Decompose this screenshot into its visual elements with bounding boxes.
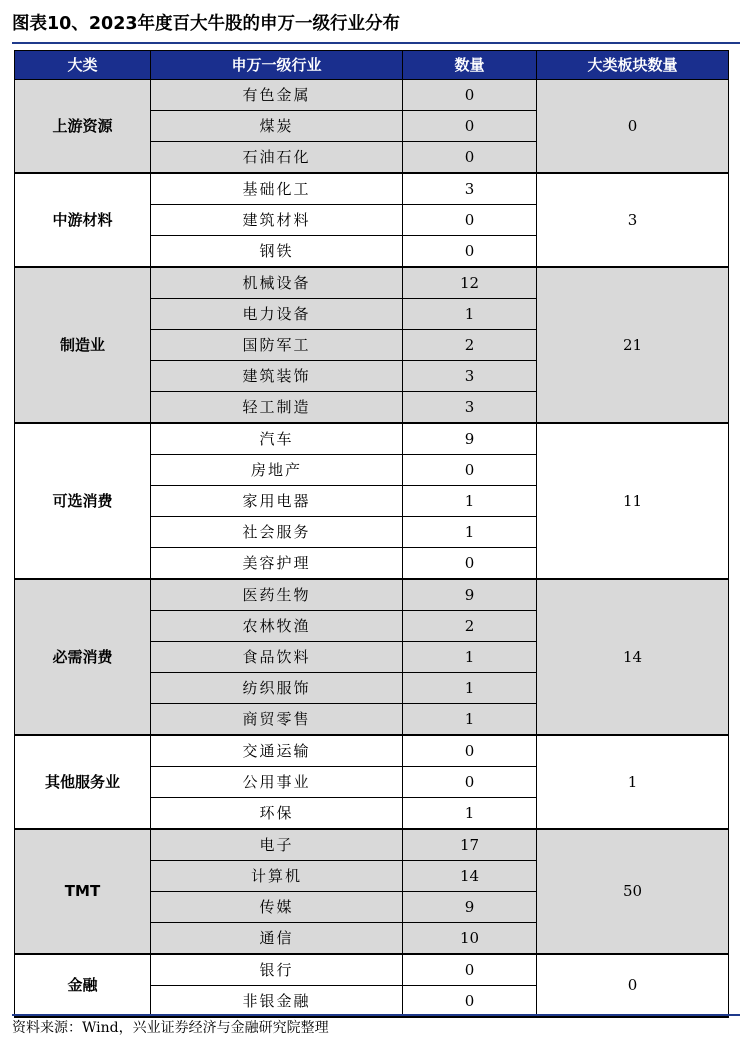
count-cell: 17 bbox=[403, 829, 537, 861]
industry-cell: 公用事业 bbox=[151, 767, 403, 798]
count-cell: 1 bbox=[403, 798, 537, 830]
sector-total-cell: 0 bbox=[537, 954, 729, 1017]
industry-cell: 食品饮料 bbox=[151, 642, 403, 673]
count-cell: 0 bbox=[403, 548, 537, 580]
count-cell: 3 bbox=[403, 361, 537, 392]
sector-total-cell: 0 bbox=[537, 80, 729, 174]
count-cell: 9 bbox=[403, 579, 537, 611]
industry-cell: 农林牧渔 bbox=[151, 611, 403, 642]
category-cell: 制造业 bbox=[15, 267, 151, 423]
industry-cell: 传媒 bbox=[151, 892, 403, 923]
industry-cell: 家用电器 bbox=[151, 486, 403, 517]
industry-cell: 银行 bbox=[151, 954, 403, 986]
table-row bbox=[15, 954, 729, 986]
count-cell: 0 bbox=[403, 986, 537, 1018]
industry-cell: 机械设备 bbox=[151, 267, 403, 299]
count-cell: 1 bbox=[403, 299, 537, 330]
industry-cell: 计算机 bbox=[151, 861, 403, 892]
category-cell: 必需消费 bbox=[15, 579, 151, 735]
table-row bbox=[15, 579, 729, 611]
sector-total-cell: 3 bbox=[537, 173, 729, 267]
count-cell: 0 bbox=[403, 80, 537, 111]
industry-cell: 石油石化 bbox=[151, 142, 403, 174]
industry-cell: 基础化工 bbox=[151, 173, 403, 205]
industry-cell: 商贸零售 bbox=[151, 704, 403, 736]
category-cell: 金融 bbox=[15, 954, 151, 1017]
header-industry: 申万一级行业 bbox=[151, 51, 403, 80]
count-cell: 1 bbox=[403, 704, 537, 736]
source-note: 资料来源：Wind，兴业证券经济与金融研究院整理 bbox=[12, 1014, 740, 1040]
category-cell: 其他服务业 bbox=[15, 735, 151, 829]
count-cell: 14 bbox=[403, 861, 537, 892]
industry-cell: 电子 bbox=[151, 829, 403, 861]
table-row bbox=[15, 423, 729, 455]
industry-distribution-table bbox=[14, 50, 729, 1018]
count-cell: 1 bbox=[403, 486, 537, 517]
count-cell: 1 bbox=[403, 517, 537, 548]
industry-cell: 房地产 bbox=[151, 455, 403, 486]
figure-title: 图表10、2023年度百大牛股的申万一级行业分布 bbox=[12, 10, 740, 44]
count-cell: 0 bbox=[403, 205, 537, 236]
table-row bbox=[15, 173, 729, 205]
industry-cell: 交通运输 bbox=[151, 735, 403, 767]
count-cell: 9 bbox=[403, 423, 537, 455]
industry-cell: 环保 bbox=[151, 798, 403, 830]
count-cell: 0 bbox=[403, 236, 537, 268]
category-cell: 上游资源 bbox=[15, 80, 151, 174]
industry-cell: 建筑装饰 bbox=[151, 361, 403, 392]
count-cell: 1 bbox=[403, 642, 537, 673]
industry-cell: 美容护理 bbox=[151, 548, 403, 580]
category-cell: 中游材料 bbox=[15, 173, 151, 267]
sector-total-cell: 50 bbox=[537, 829, 729, 954]
industry-cell: 社会服务 bbox=[151, 517, 403, 548]
header-sector-total: 大类板块数量 bbox=[537, 51, 729, 80]
industry-cell: 建筑材料 bbox=[151, 205, 403, 236]
table-row bbox=[15, 829, 729, 861]
count-cell: 0 bbox=[403, 142, 537, 174]
industry-cell: 国防军工 bbox=[151, 330, 403, 361]
count-cell: 2 bbox=[403, 611, 537, 642]
sector-total-cell: 21 bbox=[537, 267, 729, 423]
count-cell: 12 bbox=[403, 267, 537, 299]
count-cell: 1 bbox=[403, 673, 537, 704]
sector-total-cell: 1 bbox=[537, 735, 729, 829]
industry-cell: 医药生物 bbox=[151, 579, 403, 611]
count-cell: 9 bbox=[403, 892, 537, 923]
count-cell: 10 bbox=[403, 923, 537, 955]
count-cell: 0 bbox=[403, 111, 537, 142]
industry-cell: 电力设备 bbox=[151, 299, 403, 330]
header-category: 大类 bbox=[15, 51, 151, 80]
header-row bbox=[15, 51, 729, 80]
category-cell: TMT bbox=[15, 829, 151, 954]
count-cell: 0 bbox=[403, 954, 537, 986]
category-cell: 可选消费 bbox=[15, 423, 151, 579]
industry-cell: 钢铁 bbox=[151, 236, 403, 268]
industry-cell: 非银金融 bbox=[151, 986, 403, 1018]
count-cell: 3 bbox=[403, 392, 537, 424]
table-row bbox=[15, 735, 729, 767]
industry-cell: 有色金属 bbox=[151, 80, 403, 111]
industry-cell: 纺织服饰 bbox=[151, 673, 403, 704]
table-header bbox=[15, 51, 729, 80]
sector-total-cell: 11 bbox=[537, 423, 729, 579]
industry-cell: 轻工制造 bbox=[151, 392, 403, 424]
table-row bbox=[15, 267, 729, 299]
industry-cell: 通信 bbox=[151, 923, 403, 955]
count-cell: 3 bbox=[403, 173, 537, 205]
count-cell: 2 bbox=[403, 330, 537, 361]
industry-cell: 煤炭 bbox=[151, 111, 403, 142]
table-body bbox=[15, 80, 729, 1018]
count-cell: 0 bbox=[403, 735, 537, 767]
count-cell: 0 bbox=[403, 767, 537, 798]
industry-cell: 汽车 bbox=[151, 423, 403, 455]
count-cell: 0 bbox=[403, 455, 537, 486]
table-row bbox=[15, 80, 729, 111]
sector-total-cell: 14 bbox=[537, 579, 729, 735]
header-count: 数量 bbox=[403, 51, 537, 80]
